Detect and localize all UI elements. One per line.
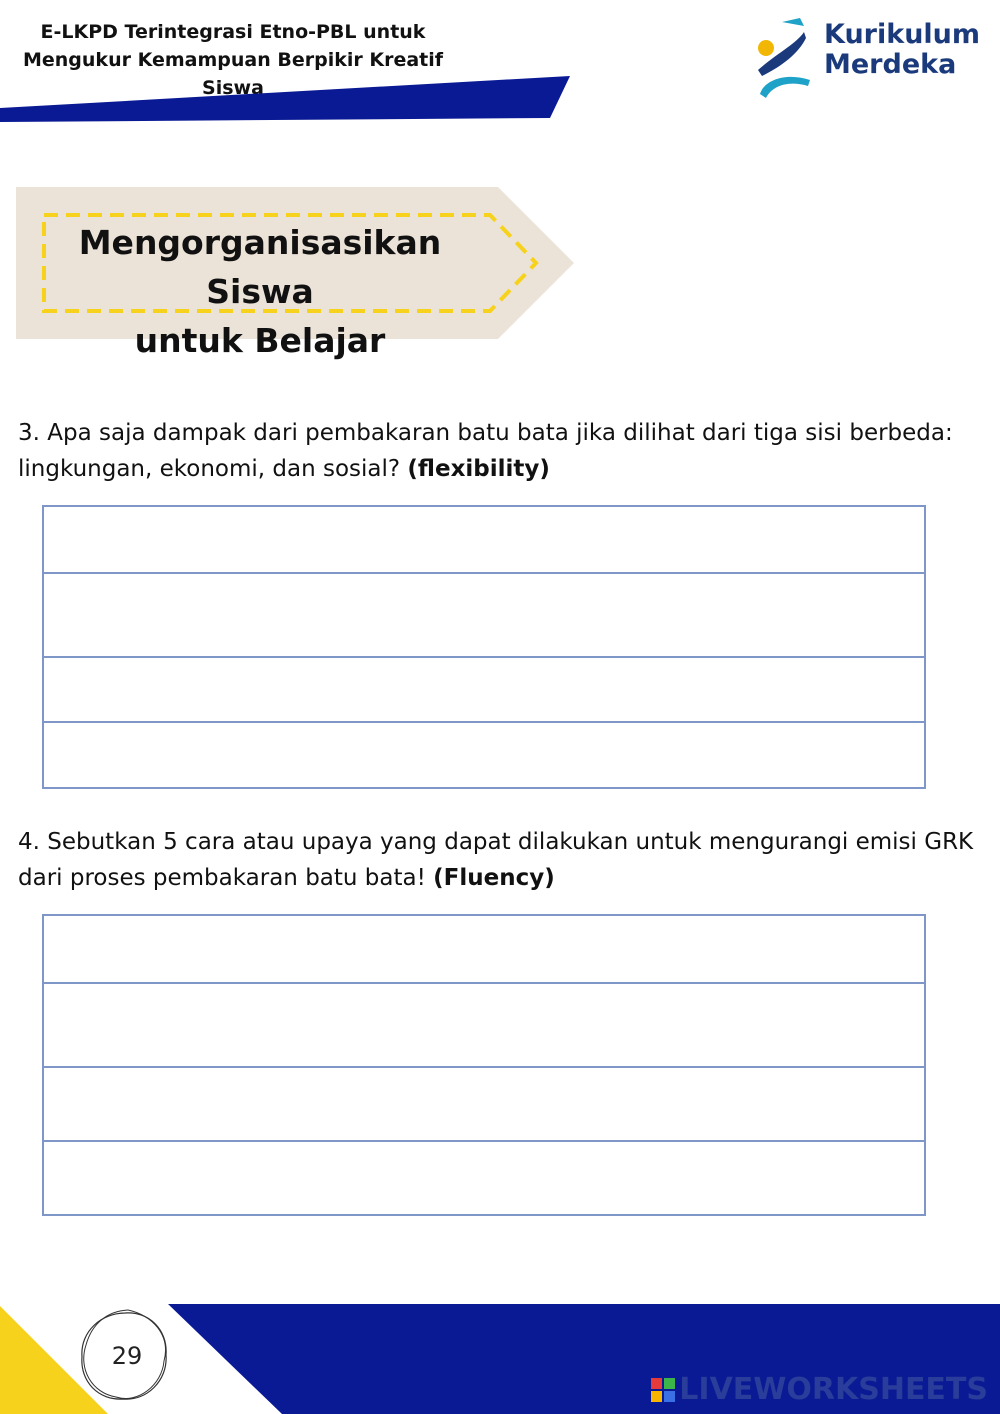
question-3-tag: (flexibility) (407, 456, 550, 482)
kurikulum-merdeka-logo (752, 14, 988, 100)
answer-table-4 (42, 914, 926, 1216)
question-3 (18, 415, 978, 487)
question-4-tag: (Fluency) (433, 865, 555, 891)
document-title-line-2: Mengukur Kemampuan Berpikir Kreatif Siswa (22, 49, 444, 99)
section-heading (20, 218, 500, 365)
logo-swoosh-icon (752, 14, 822, 100)
answer-field-4-4[interactable] (44, 1142, 924, 1214)
question-4 (18, 824, 978, 896)
header-band (0, 74, 580, 124)
answer-field-3-2[interactable] (44, 574, 924, 658)
logo-text-line-2: Merdeka (824, 49, 957, 80)
liveworksheets-brand[interactable] (651, 1372, 988, 1407)
logo-text-line-1: Kurikulum (824, 19, 981, 50)
answer-field-3-3[interactable] (44, 658, 924, 723)
answer-field-4-1[interactable] (44, 916, 924, 984)
page-number: 29 (111, 1342, 143, 1370)
section-heading-line-2: untuk Belajar (134, 321, 386, 360)
answer-field-3-1[interactable] (44, 507, 924, 574)
logo-text (824, 20, 980, 80)
question-3-text: 3. Apa saja dampak dari pembakaran batu bata jika dilihat dari tiga sisi berbeda: lingkungan, ekonomi, dan sosial? (18, 420, 953, 482)
liveworksheets-logo-icon (651, 1378, 675, 1402)
question-4-text: 4. Sebutkan 5 cara atau upaya yang dapat dilakukan untuk mengurangi emisi GRK dari proses pembakaran batu bata! (18, 829, 974, 891)
answer-field-4-3[interactable] (44, 1068, 924, 1142)
document-title-line-1: E-LKPD Terintegrasi Etno-PBL untuk (40, 21, 426, 43)
section-heading-line-1: Mengorganisasikan Siswa (78, 223, 442, 311)
answer-table-3 (42, 505, 926, 789)
brand-text: LIVEWORKSHEETS (679, 1372, 988, 1407)
answer-field-3-4[interactable] (44, 723, 924, 787)
answer-field-4-2[interactable] (44, 984, 924, 1068)
